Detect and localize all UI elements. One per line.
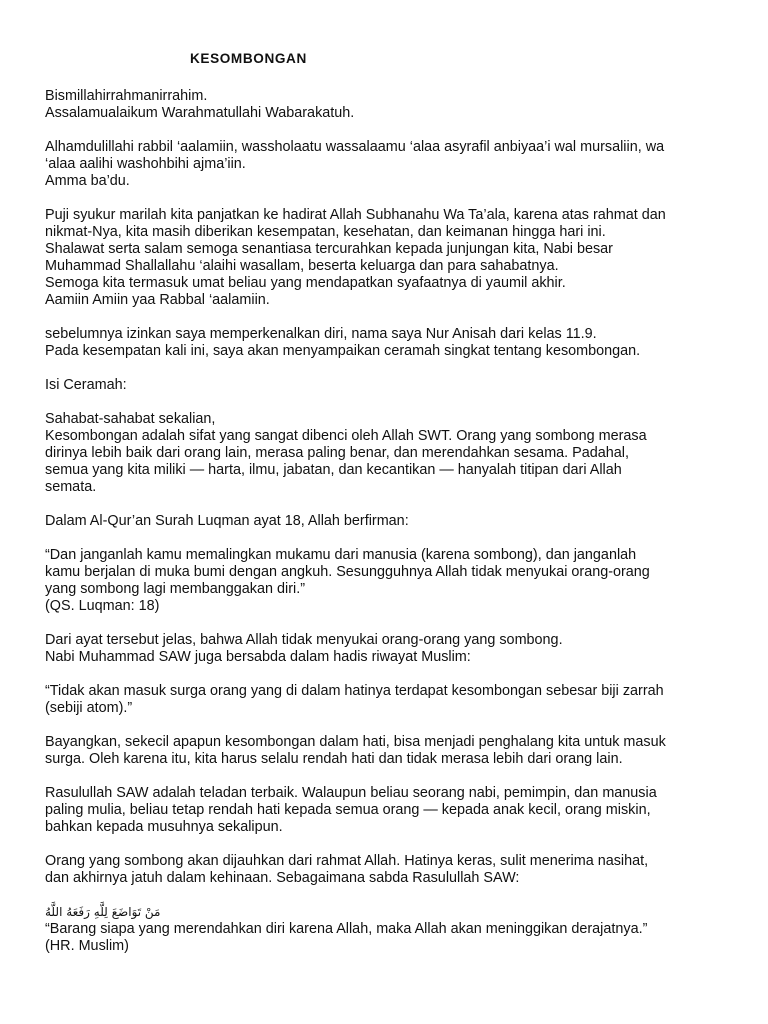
document-title: KESOMBONGAN: [190, 51, 307, 66]
citation-line: (QS. Luqman: 18): [45, 598, 160, 614]
hadith-intro-paragraph: [45, 632, 735, 666]
text-line: Muhammad Shallallahu ‘alaihi wasallam, beserta keluarga dan para sahabatnya.: [45, 258, 559, 274]
text-line: bahkan kepada musuhnya sekalipun.: [45, 819, 283, 835]
text-line: Rasulullah SAW adalah teladan terbaik. Walaupun beliau seorang nabi, pemimpin, dan manusia: [45, 785, 657, 801]
imagine-paragraph: [45, 734, 735, 768]
document-page: [45, 50, 735, 972]
hamdalah-paragraph: [45, 139, 735, 190]
content-heading: [45, 377, 735, 394]
introduction-paragraph: [45, 326, 735, 360]
text-line: dirinya lebih baik dari orang lain, merasa paling benar, dan merendahkan sesama. Padahal,: [45, 445, 629, 461]
text-line: Semoga kita termasuk umat beliau yang mendapatkan syafaatnya di yaumil akhir.: [45, 275, 566, 291]
quran-quote: [45, 547, 735, 615]
hadith-quote: [45, 683, 735, 717]
gratitude-paragraph: [45, 207, 735, 309]
basmalah-line: Bismillahirrahmanirrahim.: [45, 88, 208, 104]
consequence-paragraph: [45, 853, 735, 887]
text-line: Alhamdulillahi rabbil ‘aalamiin, wassholaatu wassalaamu ‘alaa asyrafil anbiyaa’i wal mursaliin, wa: [45, 139, 665, 155]
text-line: yang sombong lagi membanggakan diri.”: [45, 581, 305, 597]
text-line: Amma ba’du.: [45, 173, 130, 189]
body-intro-paragraph: [45, 411, 735, 496]
text-line: nikmat-Nya, kita masih diberikan kesempatan, kesehatan, dan keimanan hingga hari ini.: [45, 224, 606, 240]
text-line: Dari ayat tersebut jelas, bahwa Allah tidak menyukai orang-orang yang sombong.: [45, 632, 563, 648]
text-line: Bayangkan, sekecil apapun kesombongan dalam hati, bisa menjadi penghalang kita untuk masuk: [45, 734, 666, 750]
text-line: kamu berjalan di muka bumi dengan angkuh. Sesungguhnya Allah tidak menyukai orang-orang: [45, 564, 650, 580]
text-line: Orang yang sombong akan dijauhkan dari rahmat Allah. Hatinya keras, sulit menerima nasihat,: [45, 853, 649, 869]
rasulullah-paragraph: [45, 785, 735, 836]
text-line: (sebiji atom).”: [45, 700, 133, 716]
text-line: paling mulia, beliau tetap rendah hati kepada semua orang — kepada anak kecil, orang miskin,: [45, 802, 651, 818]
text-line: ‘alaa aalihi washohbihi ajma’iin.: [45, 156, 246, 172]
text-line: Dalam Al-Qur’an Surah Luqman ayat 18, Allah berfirman:: [45, 513, 409, 529]
text-line: “Tidak akan masuk surga orang yang di dalam hatinya terdapat kesombongan sebesar biji zarrah: [45, 683, 664, 699]
text-line: Puji syukur marilah kita panjatkan ke hadirat Allah Subhanahu Wa Ta’ala, karena atas rahmat dan: [45, 207, 666, 223]
text-line: Pada kesempatan kali ini, saya akan menyampaikan ceramah singkat tentang kesombongan.: [45, 343, 641, 359]
text-line: semua yang kita miliki — harta, ilmu, jabatan, dan kecantikan — hanyalah titipan dari Allah: [45, 462, 622, 478]
text-line: Shalawat serta salam semoga senantiasa tercurahkan kepada junjungan kita, Nabi besar: [45, 241, 613, 257]
text-line: surga. Oleh karena itu, kita harus selalu rendah hati dan tidak merasa lebih dari orang lain.: [45, 751, 623, 767]
text-line: sebelumnya izinkan saya memperkenalkan diri, nama saya Nur Anisah dari kelas 11.9.: [45, 326, 597, 342]
closing-hadith: [45, 904, 735, 955]
quran-intro-paragraph: [45, 513, 735, 530]
text-line: Sahabat-sahabat sekalian,: [45, 411, 216, 427]
text-line: Nabi Muhammad SAW juga bersabda dalam hadis riwayat Muslim:: [45, 649, 471, 665]
text-line: Isi Ceramah:: [45, 377, 127, 393]
text-line: Kesombongan adalah sifat yang sangat dibenci oleh Allah SWT. Orang yang sombong merasa: [45, 428, 647, 444]
salam-line: Assalamualaikum Warahmatullahi Wabarakatuh.: [45, 105, 355, 121]
text-line: Aamiin Amiin yaa Rabbal ‘aalamiin.: [45, 292, 270, 308]
citation-line: (HR. Muslim): [45, 938, 129, 954]
text-line: “Dan janganlah kamu memalingkan mukamu dari manusia (karena sombong), dan janganlah: [45, 547, 637, 563]
text-line: dan akhirnya jatuh dalam kehinaan. Sebagaimana sabda Rasulullah SAW:: [45, 870, 520, 886]
opening-greeting: [45, 88, 735, 122]
translation-line: “Barang siapa yang merendahkan diri karena Allah, maka Allah akan meninggikan derajatnya.”: [45, 921, 648, 937]
text-line: semata.: [45, 479, 97, 495]
arabic-hadith-text: مَنْ تَوَاضَعَ لِلَّهِ رَفَعَهُ اللَّهُ: [45, 905, 161, 919]
